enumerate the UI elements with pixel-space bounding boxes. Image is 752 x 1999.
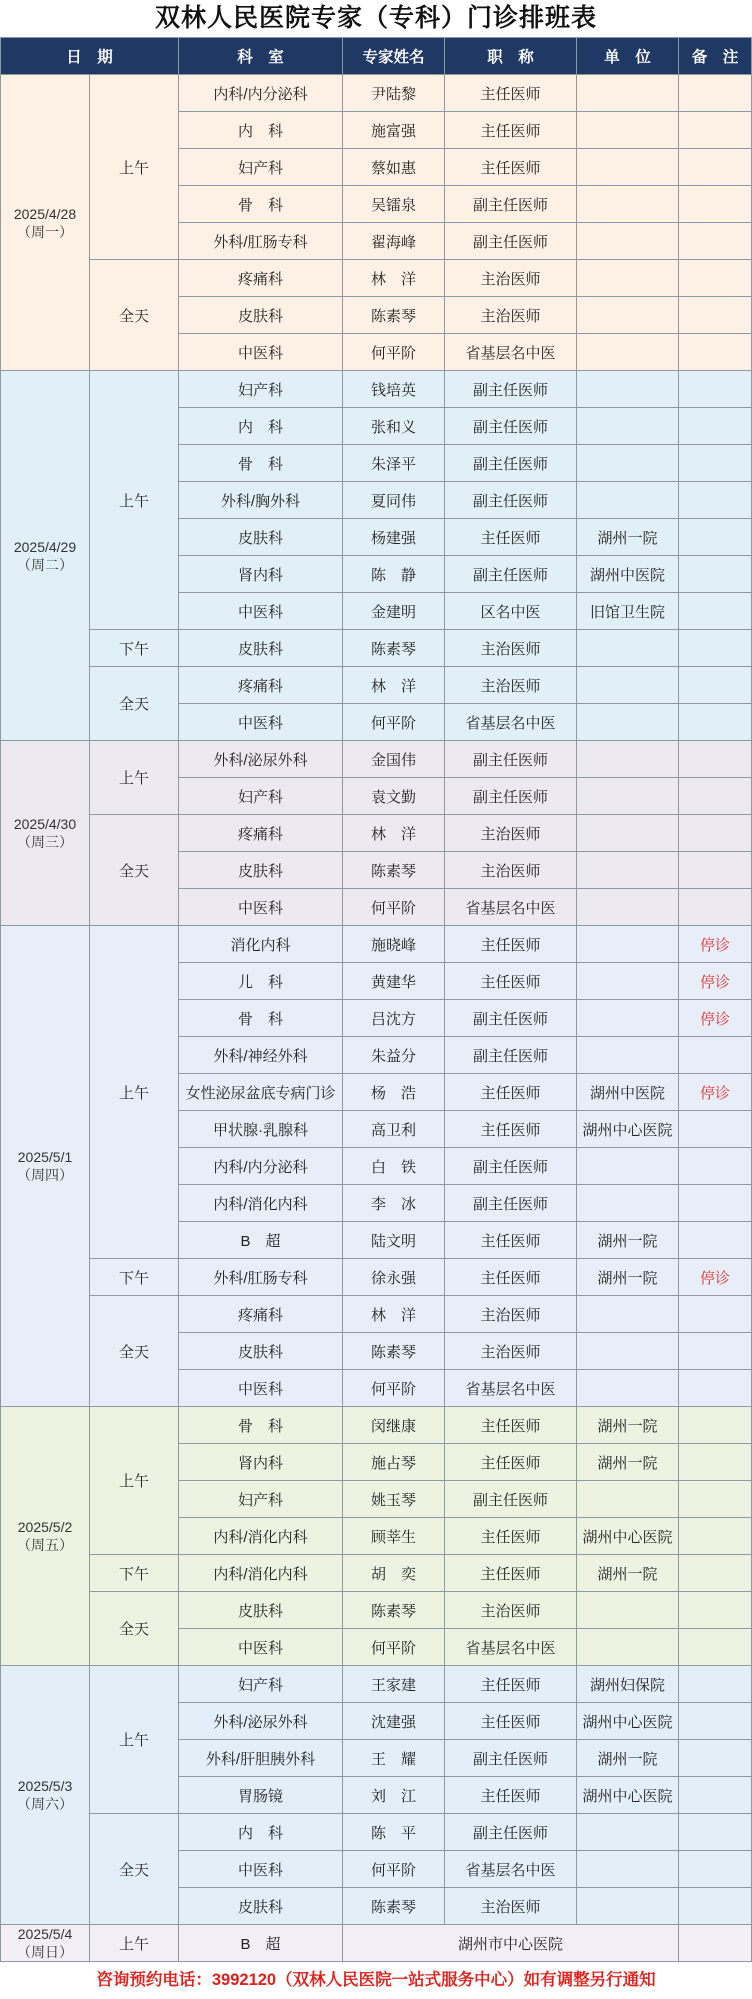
doctor-name-cell: 李 冰 — [343, 1185, 444, 1221]
unit-cell — [577, 408, 678, 444]
note-cell — [679, 1444, 751, 1480]
title-cell: 主任医师 — [445, 1444, 576, 1480]
title-cell: 省基层名中医 — [445, 1370, 576, 1406]
title-cell: 主治医师 — [445, 852, 576, 888]
unit-cell — [577, 149, 678, 185]
title-cell: 副主任医师 — [445, 223, 576, 259]
title-cell: 省基层名中医 — [445, 1851, 576, 1887]
department-cell: 消化内科 — [179, 926, 342, 962]
period-cell: 下午 — [90, 630, 178, 666]
department-cell: 骨 科 — [179, 186, 342, 222]
department-cell: 中医科 — [179, 334, 342, 370]
department-cell: 皮肤科 — [179, 1888, 342, 1924]
unit-cell — [577, 1037, 678, 1073]
department-cell: 皮肤科 — [179, 1333, 342, 1369]
unit-cell — [577, 297, 678, 333]
unit-cell — [577, 815, 678, 851]
department-cell: 甲状腺·乳腺科 — [179, 1111, 342, 1147]
note-cell — [679, 1888, 751, 1924]
title-cell: 区名中医 — [445, 593, 576, 629]
unit-cell: 湖州一院 — [577, 1407, 678, 1443]
department-cell: 中医科 — [179, 1370, 342, 1406]
doctor-name-cell: 徐永强 — [343, 1259, 444, 1295]
unit-cell — [577, 1814, 678, 1850]
weekday-label: （周日） — [17, 1944, 73, 1960]
header-doctor-name: 专家姓名 — [343, 38, 444, 74]
title-cell: 主任医师 — [445, 112, 576, 148]
department-cell: 骨 科 — [179, 445, 342, 481]
doctor-name-cell: 何平阶 — [343, 1851, 444, 1887]
date-label: 2025/5/4 — [17, 1926, 73, 1942]
doctor-name-cell: 林 洋 — [343, 260, 444, 296]
note-cell — [679, 482, 751, 518]
unit-cell — [577, 852, 678, 888]
doctor-name-cell: 何平阶 — [343, 1629, 444, 1665]
title-cell: 省基层名中医 — [445, 1629, 576, 1665]
note-cell — [679, 445, 751, 481]
note-cell — [679, 260, 751, 296]
department-cell: 肾内科 — [179, 556, 342, 592]
department-cell: 妇产科 — [179, 1666, 342, 1702]
title-cell: 主治医师 — [445, 1592, 576, 1628]
title-cell: 副主任医师 — [445, 556, 576, 592]
unit-cell — [577, 741, 678, 777]
department-cell: 中医科 — [179, 1629, 342, 1665]
doctor-name-cell: 陈 平 — [343, 1814, 444, 1850]
note-cell — [679, 815, 751, 851]
period-cell: 全天 — [90, 1814, 178, 1924]
header-date: 日 期 — [1, 38, 178, 74]
title-cell: 副主任医师 — [445, 1185, 576, 1221]
unit-cell — [577, 1629, 678, 1665]
unit-cell: 湖州中心医院 — [577, 1518, 678, 1554]
date-label: 2025/4/30 — [13, 816, 77, 832]
department-cell: 中医科 — [179, 593, 342, 629]
doctor-name-cell: 沈建强 — [343, 1703, 444, 1739]
department-cell: 外科/神经外科 — [179, 1037, 342, 1073]
doctor-name-cell: 金国伟 — [343, 741, 444, 777]
department-cell: B 超 — [179, 1222, 342, 1258]
period-cell: 上午 — [90, 741, 178, 814]
doctor-name-cell: 钱培英 — [343, 371, 444, 407]
department-cell: 中医科 — [179, 704, 342, 740]
footer-notice: 咨询预约电话：3992120（双林人民医院一站式服务中心）如有调整另行通知 — [96, 1971, 656, 1989]
department-cell: 内科/消化内科 — [179, 1555, 342, 1591]
title-cell: 副主任医师 — [445, 186, 576, 222]
note-cell — [679, 149, 751, 185]
title-cell: 副主任医师 — [445, 1148, 576, 1184]
doctor-name-cell: 施晓峰 — [343, 926, 444, 962]
doctor-name-cell: 林 洋 — [343, 815, 444, 851]
department-cell: 外科/肝胆胰外科 — [179, 1740, 342, 1776]
unit-cell: 湖州中心医院 — [577, 1703, 678, 1739]
period-cell: 上午 — [90, 75, 178, 259]
note-cell — [679, 852, 751, 888]
title-cell: 副主任医师 — [445, 445, 576, 481]
doctor-name-cell: 陆文明 — [343, 1222, 444, 1258]
schedule-table — [0, 37, 752, 1962]
unit-cell — [577, 445, 678, 481]
title-cell: 副主任医师 — [445, 1000, 576, 1036]
note-cell — [679, 1703, 751, 1739]
unit-cell — [577, 778, 678, 814]
note-cell — [679, 519, 751, 555]
title-cell: 主任医师 — [445, 1111, 576, 1147]
unit-cell — [577, 1000, 678, 1036]
unit-cell — [577, 371, 678, 407]
weekday-label: （周五） — [17, 1537, 73, 1553]
title-cell: 副主任医师 — [445, 741, 576, 777]
weekday-label: （周二） — [17, 556, 73, 573]
date-cell — [1, 926, 89, 1406]
page-title: 双林人民医院专家（专科）门诊排班表 — [154, 4, 597, 32]
doctor-name-cell: 姚玉琴 — [343, 1481, 444, 1517]
title-cell: 副主任医师 — [445, 371, 576, 407]
doctor-name-cell: 陈素琴 — [343, 1333, 444, 1369]
doctor-name-cell: 施占琴 — [343, 1444, 444, 1480]
note-cell — [679, 1370, 751, 1406]
period-cell: 上午 — [90, 371, 178, 629]
weekday-label: （周四） — [17, 1167, 73, 1183]
note-cell: 停诊 — [679, 926, 751, 962]
unit-cell: 湖州一院 — [577, 1555, 678, 1591]
doctor-name-cell: 杨建强 — [343, 519, 444, 555]
date-label: 2025/5/2 — [17, 1519, 73, 1535]
note-cell — [679, 1740, 751, 1776]
date-cell — [1, 371, 89, 740]
department-cell: 中医科 — [179, 889, 342, 925]
department-cell: 内科/内分泌科 — [179, 75, 342, 111]
date-cell — [1, 75, 89, 370]
note-cell — [679, 112, 751, 148]
title-cell: 主任医师 — [445, 519, 576, 555]
note-cell — [679, 704, 751, 740]
period-cell: 全天 — [90, 667, 178, 740]
title-cell: 省基层名中医 — [445, 704, 576, 740]
note-cell — [679, 1148, 751, 1184]
title-cell: 主任医师 — [445, 926, 576, 962]
doctor-name-cell: 朱泽平 — [343, 445, 444, 481]
doctor-name-cell: 吴镭泉 — [343, 186, 444, 222]
department-cell: 皮肤科 — [179, 519, 342, 555]
note-cell — [679, 186, 751, 222]
department-cell: 胃肠镜 — [179, 1777, 342, 1813]
unit-cell — [577, 112, 678, 148]
unit-cell — [577, 1148, 678, 1184]
note-cell — [679, 371, 751, 407]
doctor-name-cell: 张和义 — [343, 408, 444, 444]
merged-unit-cell: 湖州市中心医院 — [343, 1925, 678, 1961]
note-cell: 停诊 — [679, 1000, 751, 1036]
note-cell: 停诊 — [679, 1074, 751, 1110]
note-cell — [679, 1777, 751, 1813]
note-cell — [679, 1555, 751, 1591]
doctor-name-cell: 袁文勤 — [343, 778, 444, 814]
date-cell — [1, 741, 89, 925]
title-cell: 省基层名中医 — [445, 889, 576, 925]
doctor-name-cell: 白 铁 — [343, 1148, 444, 1184]
title-cell: 主治医师 — [445, 630, 576, 666]
title-cell: 副主任医师 — [445, 1481, 576, 1517]
department-cell: 妇产科 — [179, 778, 342, 814]
title-cell: 副主任医师 — [445, 408, 576, 444]
unit-cell: 湖州一院 — [577, 1740, 678, 1776]
unit-cell: 湖州中心医院 — [577, 1777, 678, 1813]
department-cell: 皮肤科 — [179, 852, 342, 888]
department-cell: 内科/消化内科 — [179, 1518, 342, 1554]
department-cell: 外科/泌尿外科 — [179, 741, 342, 777]
department-cell: 内科/消化内科 — [179, 1185, 342, 1221]
date-cell — [1, 1925, 89, 1961]
unit-cell — [577, 186, 678, 222]
unit-cell: 湖州中心医院 — [577, 1111, 678, 1147]
title-cell: 主任医师 — [445, 1777, 576, 1813]
department-cell: 疼痛科 — [179, 667, 342, 703]
note-cell — [679, 1518, 751, 1554]
note-cell — [679, 223, 751, 259]
note-cell — [679, 630, 751, 666]
note-cell — [679, 1333, 751, 1369]
doctor-name-cell: 尹陆黎 — [343, 75, 444, 111]
note-cell — [679, 667, 751, 703]
title-cell: 主任医师 — [445, 1074, 576, 1110]
title-cell: 副主任医师 — [445, 482, 576, 518]
doctor-name-cell: 何平阶 — [343, 704, 444, 740]
unit-cell — [577, 334, 678, 370]
header-note: 备 注 — [679, 38, 751, 74]
unit-cell: 湖州一院 — [577, 1222, 678, 1258]
department-cell: 外科/泌尿外科 — [179, 1703, 342, 1739]
doctor-name-cell: 林 洋 — [343, 1296, 444, 1332]
header-unit: 单 位 — [577, 38, 678, 74]
doctor-name-cell: 陈素琴 — [343, 852, 444, 888]
note-cell — [679, 889, 751, 925]
note-cell: 停诊 — [679, 1259, 751, 1295]
department-cell: 疼痛科 — [179, 815, 342, 851]
note-cell — [679, 556, 751, 592]
doctor-name-cell: 顾莘生 — [343, 1518, 444, 1554]
department-cell: 中医科 — [179, 1851, 342, 1887]
doctor-name-cell: 王 耀 — [343, 1740, 444, 1776]
title-cell: 主任医师 — [445, 1666, 576, 1702]
unit-cell — [577, 482, 678, 518]
doctor-name-cell: 陈素琴 — [343, 297, 444, 333]
period-cell: 上午 — [90, 926, 178, 1258]
note-cell — [679, 1222, 751, 1258]
unit-cell — [577, 1333, 678, 1369]
unit-cell — [577, 75, 678, 111]
date-cell — [1, 1407, 89, 1665]
department-cell: 皮肤科 — [179, 297, 342, 333]
unit-cell — [577, 704, 678, 740]
note-cell — [679, 1481, 751, 1517]
weekday-label: （周一） — [17, 223, 73, 240]
period-cell: 下午 — [90, 1259, 178, 1295]
unit-cell: 湖州一院 — [577, 1444, 678, 1480]
note-cell — [679, 1296, 751, 1332]
department-cell: 皮肤科 — [179, 1592, 342, 1628]
unit-cell — [577, 260, 678, 296]
period-cell: 全天 — [90, 1296, 178, 1406]
header-title: 职 称 — [445, 38, 576, 74]
note-cell — [679, 75, 751, 111]
department-cell: 妇产科 — [179, 149, 342, 185]
unit-cell — [577, 1370, 678, 1406]
doctor-name-cell: 施富强 — [343, 112, 444, 148]
note-cell — [679, 593, 751, 629]
period-cell: 全天 — [90, 260, 178, 370]
doctor-name-cell: 何平阶 — [343, 1370, 444, 1406]
note-cell — [679, 1592, 751, 1628]
period-cell: 全天 — [90, 815, 178, 925]
unit-cell — [577, 963, 678, 999]
unit-cell — [577, 1296, 678, 1332]
note-cell — [679, 1037, 751, 1073]
department-cell: 内科/内分泌科 — [179, 1148, 342, 1184]
unit-cell: 湖州中医院 — [577, 556, 678, 592]
unit-cell — [577, 1592, 678, 1628]
weekday-label: （周六） — [17, 1796, 73, 1812]
doctor-name-cell: 翟海峰 — [343, 223, 444, 259]
doctor-name-cell: 杨 浩 — [343, 1074, 444, 1110]
department-cell: 内 科 — [179, 1814, 342, 1850]
note-cell — [679, 297, 751, 333]
unit-cell — [577, 1888, 678, 1924]
doctor-name-cell: 陈素琴 — [343, 630, 444, 666]
doctor-name-cell: 吕沈方 — [343, 1000, 444, 1036]
unit-cell: 旧馆卫生院 — [577, 593, 678, 629]
title-cell: 主任医师 — [445, 963, 576, 999]
note-cell — [679, 1851, 751, 1887]
note-cell — [679, 741, 751, 777]
note-cell — [679, 1111, 751, 1147]
unit-cell — [577, 667, 678, 703]
title-cell: 主治医师 — [445, 667, 576, 703]
note-cell — [679, 334, 751, 370]
title-cell: 主治医师 — [445, 815, 576, 851]
title-cell: 主任医师 — [445, 1407, 576, 1443]
unit-cell — [577, 1185, 678, 1221]
department-cell: 妇产科 — [179, 371, 342, 407]
title-cell: 主治医师 — [445, 297, 576, 333]
unit-cell — [577, 1481, 678, 1517]
period-cell: 上午 — [90, 1925, 178, 1961]
doctor-name-cell: 高卫利 — [343, 1111, 444, 1147]
doctor-name-cell: 陈 静 — [343, 556, 444, 592]
doctor-name-cell: 刘 江 — [343, 1777, 444, 1813]
title-cell: 省基层名中医 — [445, 334, 576, 370]
date-label: 2025/5/3 — [17, 1778, 73, 1794]
department-cell: 内 科 — [179, 112, 342, 148]
title-cell: 主任医师 — [445, 1703, 576, 1739]
doctor-name-cell: 闵继康 — [343, 1407, 444, 1443]
doctor-name-cell: 夏同伟 — [343, 482, 444, 518]
department-cell: 外科/肛肠专科 — [179, 1259, 342, 1295]
unit-cell — [577, 630, 678, 666]
title-cell: 主任医师 — [445, 75, 576, 111]
unit-cell — [577, 926, 678, 962]
department-cell: 肾内科 — [179, 1444, 342, 1480]
department-cell: 外科/肛肠专科 — [179, 223, 342, 259]
unit-cell: 湖州妇保院 — [577, 1666, 678, 1702]
title-cell: 主任医师 — [445, 1518, 576, 1554]
doctor-name-cell: 金建明 — [343, 593, 444, 629]
note-cell — [679, 1666, 751, 1702]
title-cell: 主治医师 — [445, 1333, 576, 1369]
title-cell: 副主任医师 — [445, 1814, 576, 1850]
note-cell — [679, 1629, 751, 1665]
title-cell: 主治医师 — [445, 260, 576, 296]
note-cell — [679, 1185, 751, 1221]
date-cell — [1, 1666, 89, 1924]
period-cell: 全天 — [90, 1592, 178, 1665]
note-cell: 停诊 — [679, 963, 751, 999]
unit-cell: 湖州中医院 — [577, 1074, 678, 1110]
doctor-name-cell: 陈素琴 — [343, 1592, 444, 1628]
unit-cell — [577, 223, 678, 259]
department-cell: 儿 科 — [179, 963, 342, 999]
doctor-name-cell: 朱益分 — [343, 1037, 444, 1073]
department-cell: 皮肤科 — [179, 630, 342, 666]
unit-cell — [577, 1851, 678, 1887]
title-cell: 主治医师 — [445, 1888, 576, 1924]
department-cell: 疼痛科 — [179, 1296, 342, 1332]
department-cell: 女性泌尿盆底专病门诊 — [179, 1074, 342, 1110]
header-department: 科 室 — [179, 38, 342, 74]
note-cell — [679, 778, 751, 814]
doctor-name-cell: 黄建华 — [343, 963, 444, 999]
date-label: 2025/5/1 — [17, 1149, 73, 1165]
title-cell: 主任医师 — [445, 1222, 576, 1258]
title-cell: 主任医师 — [445, 1259, 576, 1295]
doctor-name-cell: 王家建 — [343, 1666, 444, 1702]
department-cell: 妇产科 — [179, 1481, 342, 1517]
title-cell: 主任医师 — [445, 149, 576, 185]
doctor-name-cell: 何平阶 — [343, 889, 444, 925]
doctor-name-cell: 蔡如惠 — [343, 149, 444, 185]
unit-cell: 湖州一院 — [577, 1259, 678, 1295]
title-cell: 副主任医师 — [445, 1740, 576, 1776]
doctor-name-cell: 林 洋 — [343, 667, 444, 703]
note-cell — [679, 1814, 751, 1850]
note-cell — [679, 1407, 751, 1443]
unit-cell — [577, 889, 678, 925]
doctor-name-cell: 胡 奕 — [343, 1555, 444, 1591]
department-cell: 内 科 — [179, 408, 342, 444]
department-cell: 骨 科 — [179, 1407, 342, 1443]
title-cell: 副主任医师 — [445, 778, 576, 814]
department-cell: B 超 — [179, 1925, 342, 1961]
department-cell: 疼痛科 — [179, 260, 342, 296]
period-cell: 上午 — [90, 1407, 178, 1554]
date-label: 2025/4/29 — [13, 538, 77, 555]
department-cell: 骨 科 — [179, 1000, 342, 1036]
title-cell: 副主任医师 — [445, 1037, 576, 1073]
weekday-label: （周三） — [17, 834, 73, 850]
unit-cell: 湖州一院 — [577, 519, 678, 555]
doctor-name-cell: 陈素琴 — [343, 1888, 444, 1924]
title-cell: 主任医师 — [445, 1555, 576, 1591]
department-cell: 外科/胸外科 — [179, 482, 342, 518]
period-cell: 上午 — [90, 1666, 178, 1813]
title-cell: 主治医师 — [445, 1296, 576, 1332]
doctor-name-cell: 何平阶 — [343, 334, 444, 370]
date-label: 2025/4/28 — [13, 205, 77, 222]
note-cell — [679, 408, 751, 444]
period-cell: 下午 — [90, 1555, 178, 1591]
note-cell — [679, 1925, 751, 1961]
